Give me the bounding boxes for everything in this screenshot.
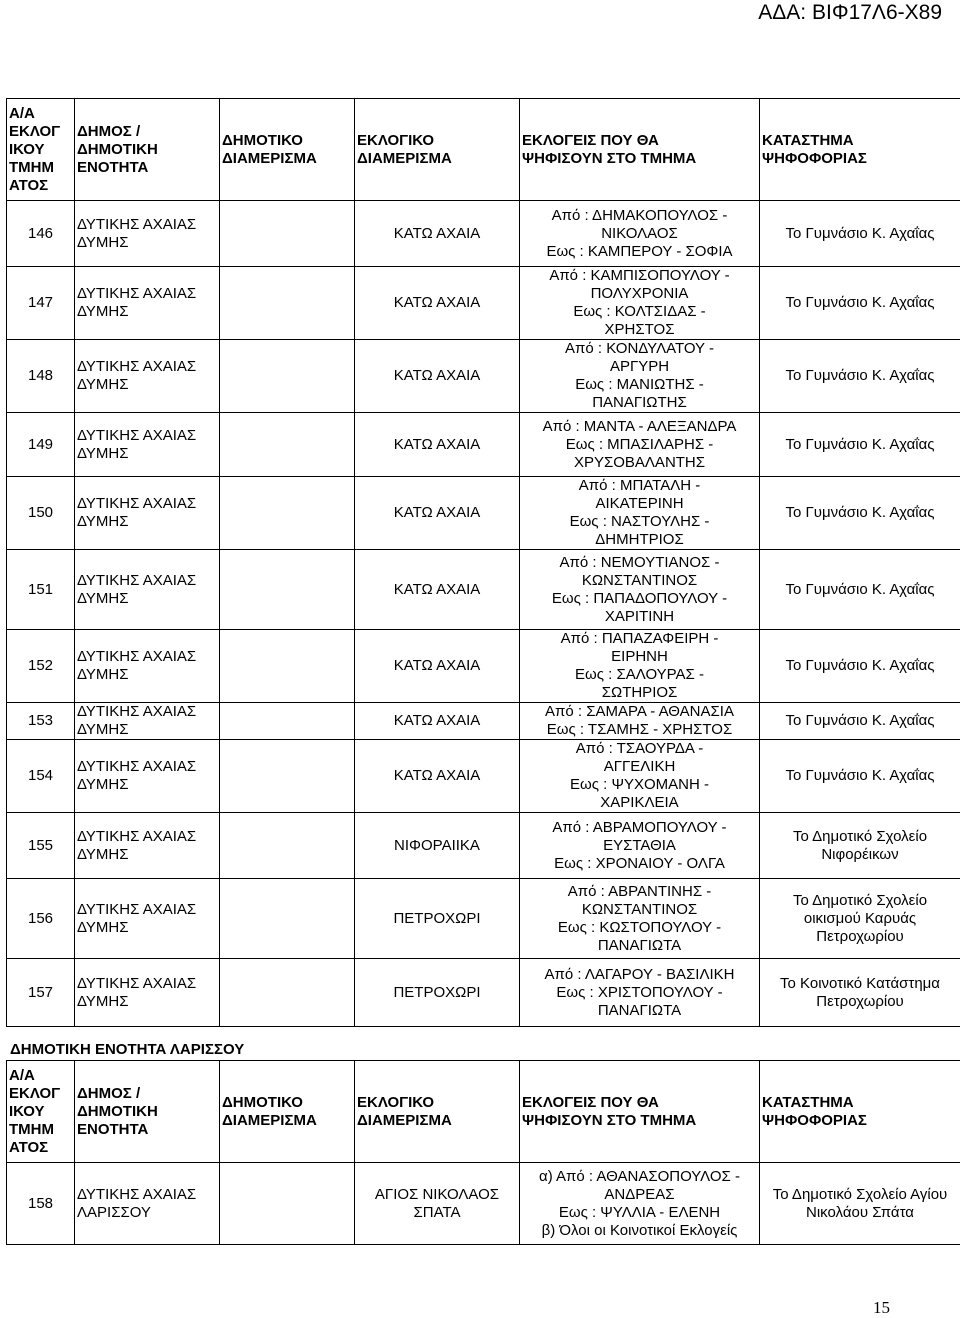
- text-line: ΔΥΤΙΚΗΣ ΑΧΑΙΑΣ: [77, 828, 217, 846]
- cell-katastima: [760, 740, 960, 813]
- cell-dimos: [75, 201, 220, 267]
- cell-eklogeis: [520, 813, 760, 879]
- text-line: Από : ΑΒΡΑΜΟΠΟΥΛΟΥ -: [522, 819, 757, 837]
- text-line: ΔΥΜΗΣ: [77, 993, 217, 1011]
- text-line: οικισμού Καρυάς: [762, 910, 958, 928]
- cell-aa: 151: [7, 550, 75, 630]
- header-eklogiko-diamerisma: [355, 1061, 520, 1163]
- text-line: ΝΙΚΟΛΑΟΣ: [522, 225, 757, 243]
- text-line: ΔΥΜΗΣ: [77, 846, 217, 864]
- cell-eklogiko-diamerisma: [355, 630, 520, 703]
- text-line: ΔΥΜΗΣ: [77, 303, 217, 321]
- cell-katastima: [760, 959, 960, 1027]
- text-line: ΚΑΤΩ ΑΧΑΙΑ: [357, 712, 517, 730]
- cell-katastima: [760, 879, 960, 959]
- text-line: ΔΗΜΟΣ /: [77, 1085, 217, 1103]
- header-eklogiko-diamerisma: [355, 99, 520, 201]
- text-line: ΨΗΦΟΦΟΡΙΑΣ: [762, 1112, 958, 1130]
- text-line: Από : ΚΑΜΠΙΣΟΠΟΥΛΟΥ -: [522, 267, 757, 285]
- table-row: [7, 267, 960, 340]
- cell-aa: 157: [7, 959, 75, 1027]
- text-line: Νικολάου Σπάτα: [762, 1204, 958, 1222]
- text-line: ΚΑΤΩ ΑΧΑΙΑ: [357, 225, 517, 243]
- header-dimotiko-diamerisma: [220, 1061, 355, 1163]
- text-line: ΕΚΛΟΓΙΚΟ: [357, 1094, 517, 1112]
- text-line: Α/Α: [9, 1067, 72, 1085]
- cell-dimotiko-diamerisma: [220, 1163, 355, 1245]
- text-line: ΤΜΗΜ: [9, 159, 72, 177]
- text-line: Πετροχωρίου: [762, 993, 958, 1011]
- table-row: [7, 477, 960, 550]
- text-line: ΑΤΟΣ: [9, 1139, 72, 1157]
- cell-eklogeis: [520, 413, 760, 477]
- header-eklogeis: [520, 1061, 760, 1163]
- cell-dimotiko-diamerisma: [220, 879, 355, 959]
- text-line: ΕΝΟΤΗΤΑ: [77, 1121, 217, 1139]
- header-eklogeis: [520, 99, 760, 201]
- text-line: ΠΕΤΡΟΧΩΡΙ: [357, 984, 517, 1002]
- text-line: Εως : ΚΩΣΤΟΠΟΥΛΟΥ -: [522, 919, 757, 937]
- text-line: Από : ΝΕΜΟΥΤΙΑΝΟΣ -: [522, 554, 757, 572]
- cell-eklogeis: [520, 1163, 760, 1245]
- text-line: ΔΥΤΙΚΗΣ ΑΧΑΙΑΣ: [77, 1186, 217, 1204]
- text-line: ΔΙΑΜΕΡΙΣΜΑ: [357, 150, 517, 168]
- header-dimos: [75, 99, 220, 201]
- text-line: ΚΑΤΑΣΤΗΜΑ: [762, 132, 958, 150]
- text-line: ΔΙΑΜΕΡΙΣΜΑ: [357, 1112, 517, 1130]
- cell-eklogiko-diamerisma: [355, 879, 520, 959]
- cell-eklogiko-diamerisma: [355, 703, 520, 740]
- cell-dimos: [75, 703, 220, 740]
- table-body: [7, 201, 960, 1027]
- cell-dimos: [75, 630, 220, 703]
- text-line: Από : ΑΒΡΑΝΤΙΝΗΣ -: [522, 883, 757, 901]
- text-line: ΣΩΤΗΡΙΟΣ: [522, 684, 757, 702]
- cell-eklogeis: [520, 959, 760, 1027]
- text-line: Το Γυμνάσιο Κ. Αχαΐας: [762, 225, 958, 243]
- text-line: ΧΡΗΣΤΟΣ: [522, 321, 757, 339]
- cell-eklogeis: [520, 267, 760, 340]
- table-row: [7, 703, 960, 740]
- text-line: Το Γυμνάσιο Κ. Αχαΐας: [762, 504, 958, 522]
- table-header-row: [7, 99, 960, 201]
- text-line: Το Δημοτικό Σχολείο Αγίου: [762, 1186, 958, 1204]
- text-line: ΠΑΝΑΓΙΩΤΑ: [522, 937, 757, 955]
- text-line: Α/Α: [9, 105, 72, 123]
- cell-katastima: [760, 477, 960, 550]
- cell-aa: 154: [7, 740, 75, 813]
- text-line: ΕΚΛΟΓΕΙΣ ΠΟΥ ΘΑ: [522, 1094, 757, 1112]
- text-line: Εως : ΨΥΧΟΜΑΝΗ -: [522, 776, 757, 794]
- cell-katastima: [760, 201, 960, 267]
- text-line: ΠΟΛΥΧΡΟΝΙΑ: [522, 285, 757, 303]
- text-line: ΔΗΜΟΤΙΚΟ: [222, 1094, 352, 1112]
- text-line: ΔΥΤΙΚΗΣ ΑΧΑΙΑΣ: [77, 648, 217, 666]
- cell-katastima: [760, 813, 960, 879]
- cell-eklogeis: [520, 703, 760, 740]
- text-line: ΔΥΤΙΚΗΣ ΑΧΑΙΑΣ: [77, 216, 217, 234]
- text-line: ΔΥΤΙΚΗΣ ΑΧΑΙΑΣ: [77, 495, 217, 513]
- text-line: ΔΥΤΙΚΗΣ ΑΧΑΙΑΣ: [77, 901, 217, 919]
- text-line: Από : ΚΟΝΔΥΛΑΤΟΥ -: [522, 340, 757, 358]
- cell-dimos: [75, 267, 220, 340]
- cell-eklogeis: [520, 879, 760, 959]
- cell-eklogeis: [520, 201, 760, 267]
- text-line: Το Δημοτικό Σχολείο: [762, 892, 958, 910]
- header-katastima: [760, 1061, 960, 1163]
- text-line: ΕΚΛΟΓ: [9, 1085, 72, 1103]
- text-line: Εως : ΣΑΛΟΥΡΑΣ -: [522, 666, 757, 684]
- text-line: ΔΗΜΟΤΙΚΟ: [222, 132, 352, 150]
- text-line: Πετροχωρίου: [762, 928, 958, 946]
- header-aa: [7, 99, 75, 201]
- text-line: Εως : ΧΡΟΝΑΙΟΥ - ΟΛΓΑ: [522, 855, 757, 873]
- text-line: Το Γυμνάσιο Κ. Αχαΐας: [762, 294, 958, 312]
- text-line: ΔΥΜΗΣ: [77, 376, 217, 394]
- text-line: ΔΥΤΙΚΗΣ ΑΧΑΙΑΣ: [77, 703, 217, 721]
- cell-dimos: [75, 550, 220, 630]
- text-line: ΚΑΤΩ ΑΧΑΙΑ: [357, 367, 517, 385]
- cell-dimos: [75, 959, 220, 1027]
- text-line: ΔΥΤΙΚΗΣ ΑΧΑΙΑΣ: [77, 358, 217, 376]
- cell-eklogeis: [520, 740, 760, 813]
- header-dimos: [75, 1061, 220, 1163]
- section-title-larissou: ΔΗΜΟΤΙΚΗ ΕΝΟΤΗΤΑ ΛΑΡΙΣΣΟΥ: [10, 1041, 244, 1059]
- cell-dimotiko-diamerisma: [220, 703, 355, 740]
- cell-dimotiko-diamerisma: [220, 413, 355, 477]
- text-line: ΕΙΡΗΝΗ: [522, 648, 757, 666]
- cell-katastima: [760, 550, 960, 630]
- cell-dimos: [75, 879, 220, 959]
- text-line: ΔΥΜΗΣ: [77, 919, 217, 937]
- cell-eklogiko-diamerisma: [355, 267, 520, 340]
- cell-dimotiko-diamerisma: [220, 201, 355, 267]
- text-line: ΕΚΛΟΓ: [9, 123, 72, 141]
- text-line: Το Γυμνάσιο Κ. Αχαΐας: [762, 581, 958, 599]
- cell-katastima: [760, 703, 960, 740]
- text-line: ΕΥΣΤΑΘΙΑ: [522, 837, 757, 855]
- table-row: [7, 201, 960, 267]
- text-line: Το Κοινοτικό Κατάστημα: [762, 975, 958, 993]
- cell-dimos: [75, 413, 220, 477]
- cell-katastima: [760, 1163, 960, 1245]
- text-line: ΔΥΜΗΣ: [77, 445, 217, 463]
- text-line: ΚΩΝΣΤΑΝΤΙΝΟΣ: [522, 572, 757, 590]
- text-line: Από : ΜΑΝΤΑ - ΑΛΕΞΑΝΔΡΑ: [522, 418, 757, 436]
- text-line: ΚΑΤΩ ΑΧΑΙΑ: [357, 436, 517, 454]
- text-line: ΔΗΜΗΤΡΙΟΣ: [522, 531, 757, 549]
- text-line: ΑΓΙΟΣ ΝΙΚΟΛΑΟΣ: [357, 1186, 517, 1204]
- text-line: Εως : ΜΑΝΙΩΤΗΣ -: [522, 376, 757, 394]
- text-line: Εως : ΝΑΣΤΟΥΛΗΣ -: [522, 513, 757, 531]
- text-line: ΔΙΑΜΕΡΙΣΜΑ: [222, 1112, 352, 1130]
- cell-aa: 150: [7, 477, 75, 550]
- text-line: ΑΡΓΥΡΗ: [522, 358, 757, 376]
- text-line: Από : ΤΣΑΟΥΡΔΑ -: [522, 740, 757, 758]
- text-line: Εως : ΨΥΛΛΙΑ - ΕΛΕΝΗ: [522, 1204, 757, 1222]
- text-line: ΔΥΤΙΚΗΣ ΑΧΑΙΑΣ: [77, 975, 217, 993]
- text-line: ΔΥΤΙΚΗΣ ΑΧΑΙΑΣ: [77, 758, 217, 776]
- text-line: ΔΥΤΙΚΗΣ ΑΧΑΙΑΣ: [77, 572, 217, 590]
- cell-eklogiko-diamerisma: [355, 413, 520, 477]
- cell-katastima: [760, 340, 960, 413]
- text-line: ΠΑΝΑΓΙΩΤΗΣ: [522, 394, 757, 412]
- text-line: ΚΑΤΩ ΑΧΑΙΑ: [357, 581, 517, 599]
- text-line: ΔΥΤΙΚΗΣ ΑΧΑΙΑΣ: [77, 427, 217, 445]
- text-line: ΨΗΦΙΣΟΥΝ ΣΤΟ ΤΜΗΜΑ: [522, 1112, 757, 1130]
- text-line: ΔΥΜΗΣ: [77, 721, 217, 739]
- header-aa: [7, 1061, 75, 1163]
- cell-dimotiko-diamerisma: [220, 630, 355, 703]
- text-line: α) Από : ΑΘΑΝΑΣΟΠΟΥΛΟΣ -: [522, 1168, 757, 1186]
- text-line: Εως : ΜΠΑΣΙΛΑΡΗΣ -: [522, 436, 757, 454]
- text-line: ΕΝΟΤΗΤΑ: [77, 159, 217, 177]
- text-line: ΑΤΟΣ: [9, 177, 72, 195]
- cell-aa: 152: [7, 630, 75, 703]
- cell-aa: 158: [7, 1163, 75, 1245]
- text-line: ΙΚΟΥ: [9, 141, 72, 159]
- cell-eklogiko-diamerisma: [355, 740, 520, 813]
- table-row: [7, 959, 960, 1027]
- text-line: ΔΥΜΗΣ: [77, 666, 217, 684]
- text-line: ΚΑΤΩ ΑΧΑΙΑ: [357, 657, 517, 675]
- table-row: [7, 550, 960, 630]
- text-line: ΕΚΛΟΓΕΙΣ ΠΟΥ ΘΑ: [522, 132, 757, 150]
- cell-aa: 148: [7, 340, 75, 413]
- cell-aa: 155: [7, 813, 75, 879]
- header-dimotiko-diamerisma: [220, 99, 355, 201]
- text-line: ΧΑΡΙΚΛΕΙΑ: [522, 794, 757, 812]
- table-row: [7, 879, 960, 959]
- text-line: Από : ΛΑΓΑΡΟΥ - ΒΑΣΙΛΙΚΗ: [522, 966, 757, 984]
- text-line: ΕΚΛΟΓΙΚΟ: [357, 132, 517, 150]
- cell-katastima: [760, 413, 960, 477]
- cell-dimotiko-diamerisma: [220, 340, 355, 413]
- text-line: ΔΥΜΗΣ: [77, 234, 217, 252]
- cell-dimos: [75, 1163, 220, 1245]
- cell-dimotiko-diamerisma: [220, 550, 355, 630]
- cell-eklogiko-diamerisma: [355, 550, 520, 630]
- text-line: Το Γυμνάσιο Κ. Αχαΐας: [762, 657, 958, 675]
- page-number: 15: [873, 1298, 890, 1318]
- cell-dimotiko-diamerisma: [220, 813, 355, 879]
- text-line: ΔΗΜΟΣ /: [77, 123, 217, 141]
- text-line: Από : ΔΗΜΑΚΟΠΟΥΛΟΣ -: [522, 207, 757, 225]
- text-line: Εως : ΚΑΜΠΕΡΟΥ - ΣΟΦΙΑ: [522, 243, 757, 261]
- text-line: ΧΡΥΣΟΒΑΛΑΝΤΗΣ: [522, 454, 757, 472]
- text-line: ΛΑΡΙΣΣΟΥ: [77, 1204, 217, 1222]
- table-row: [7, 413, 960, 477]
- text-line: ΚΑΤΩ ΑΧΑΙΑ: [357, 767, 517, 785]
- ada-code: ΑΔΑ: ΒΙΦ17Λ6-Χ89: [758, 0, 942, 26]
- text-line: ΔΥΜΗΣ: [77, 513, 217, 531]
- cell-eklogiko-diamerisma: [355, 813, 520, 879]
- cell-dimotiko-diamerisma: [220, 477, 355, 550]
- text-line: ΠΕΤΡΟΧΩΡΙ: [357, 910, 517, 928]
- table-body: [7, 1163, 960, 1245]
- text-line: ΚΑΤΩ ΑΧΑΙΑ: [357, 504, 517, 522]
- text-line: ΔΥΜΗΣ: [77, 590, 217, 608]
- text-line: ΔΗΜΟΤΙΚΗ: [77, 1103, 217, 1121]
- text-line: ΙΚΟΥ: [9, 1103, 72, 1121]
- cell-dimotiko-diamerisma: [220, 740, 355, 813]
- cell-eklogiko-diamerisma: [355, 340, 520, 413]
- cell-aa: 149: [7, 413, 75, 477]
- text-line: ΤΜΗΜ: [9, 1121, 72, 1139]
- table-header-row: [7, 1061, 960, 1163]
- cell-eklogeis: [520, 477, 760, 550]
- text-line: Εως : ΠΑΠΑΔΟΠΟΥΛΟΥ -: [522, 590, 757, 608]
- larissou-table: [6, 1060, 960, 1245]
- table-row: [7, 1163, 960, 1245]
- text-line: ΔΥΤΙΚΗΣ ΑΧΑΙΑΣ: [77, 285, 217, 303]
- text-line: ΑΙΚΑΤΕΡΙΝΗ: [522, 495, 757, 513]
- cell-dimos: [75, 813, 220, 879]
- cell-eklogiko-diamerisma: [355, 1163, 520, 1245]
- cell-katastima: [760, 267, 960, 340]
- text-line: ΨΗΦΙΣΟΥΝ ΣΤΟ ΤΜΗΜΑ: [522, 150, 757, 168]
- cell-aa: 146: [7, 201, 75, 267]
- text-line: Από : ΣΑΜΑΡΑ - ΑΘΑΝΑΣΙΑ: [522, 703, 757, 721]
- table-row: [7, 340, 960, 413]
- text-line: Νιφορέικων: [762, 846, 958, 864]
- header-katastima: [760, 99, 960, 201]
- cell-eklogiko-diamerisma: [355, 477, 520, 550]
- text-line: ΚΑΤΑΣΤΗΜΑ: [762, 1094, 958, 1112]
- cell-eklogeis: [520, 630, 760, 703]
- cell-eklogiko-diamerisma: [355, 959, 520, 1027]
- cell-aa: 156: [7, 879, 75, 959]
- text-line: Το Γυμνάσιο Κ. Αχαΐας: [762, 712, 958, 730]
- cell-dimos: [75, 477, 220, 550]
- text-line: ΨΗΦΟΦΟΡΙΑΣ: [762, 150, 958, 168]
- cell-eklogeis: [520, 340, 760, 413]
- text-line: ΔΗΜΟΤΙΚΗ: [77, 141, 217, 159]
- text-line: β) Όλοι οι Κοινοτικοί Εκλογείς: [522, 1222, 757, 1240]
- text-line: ΠΑΝΑΓΙΩΤΑ: [522, 1002, 757, 1020]
- table-row: [7, 630, 960, 703]
- text-line: ΚΑΤΩ ΑΧΑΙΑ: [357, 294, 517, 312]
- text-line: ΔΙΑΜΕΡΙΣΜΑ: [222, 150, 352, 168]
- cell-dimos: [75, 340, 220, 413]
- text-line: ΑΝΔΡΕΑΣ: [522, 1186, 757, 1204]
- table-row: [7, 740, 960, 813]
- text-line: ΔΥΜΗΣ: [77, 776, 217, 794]
- cell-katastima: [760, 630, 960, 703]
- cell-aa: 147: [7, 267, 75, 340]
- text-line: Από : ΜΠΑΤΑΛΗ -: [522, 477, 757, 495]
- text-line: Το Γυμνάσιο Κ. Αχαΐας: [762, 436, 958, 454]
- text-line: Το Γυμνάσιο Κ. Αχαΐας: [762, 767, 958, 785]
- text-line: Από : ΠΑΠΑΖΑΦΕΙΡΗ -: [522, 630, 757, 648]
- cell-eklogiko-diamerisma: [355, 201, 520, 267]
- text-line: Εως : ΧΡΙΣΤΟΠΟΥΛΟΥ -: [522, 984, 757, 1002]
- text-line: ΚΩΝΣΤΑΝΤΙΝΟΣ: [522, 901, 757, 919]
- text-line: ΝΙΦΟΡΑΙΙΚΑ: [357, 837, 517, 855]
- text-line: ΑΓΓΕΛΙΚΗ: [522, 758, 757, 776]
- text-line: Το Δημοτικό Σχολείο: [762, 828, 958, 846]
- cell-dimotiko-diamerisma: [220, 959, 355, 1027]
- cell-dimos: [75, 740, 220, 813]
- text-line: Εως : ΚΟΛΤΣΙΔΑΣ -: [522, 303, 757, 321]
- text-line: ΧΑΡΙΤΙΝΗ: [522, 608, 757, 626]
- text-line: Το Γυμνάσιο Κ. Αχαΐας: [762, 367, 958, 385]
- text-line: Εως : ΤΣΑΜΗΣ - ΧΡΗΣΤΟΣ: [522, 721, 757, 739]
- cell-dimotiko-diamerisma: [220, 267, 355, 340]
- cell-eklogeis: [520, 550, 760, 630]
- text-line: ΣΠΑΤΑ: [357, 1204, 517, 1222]
- cell-aa: 153: [7, 703, 75, 740]
- polling-stations-table: [6, 98, 960, 1027]
- table-row: [7, 813, 960, 879]
